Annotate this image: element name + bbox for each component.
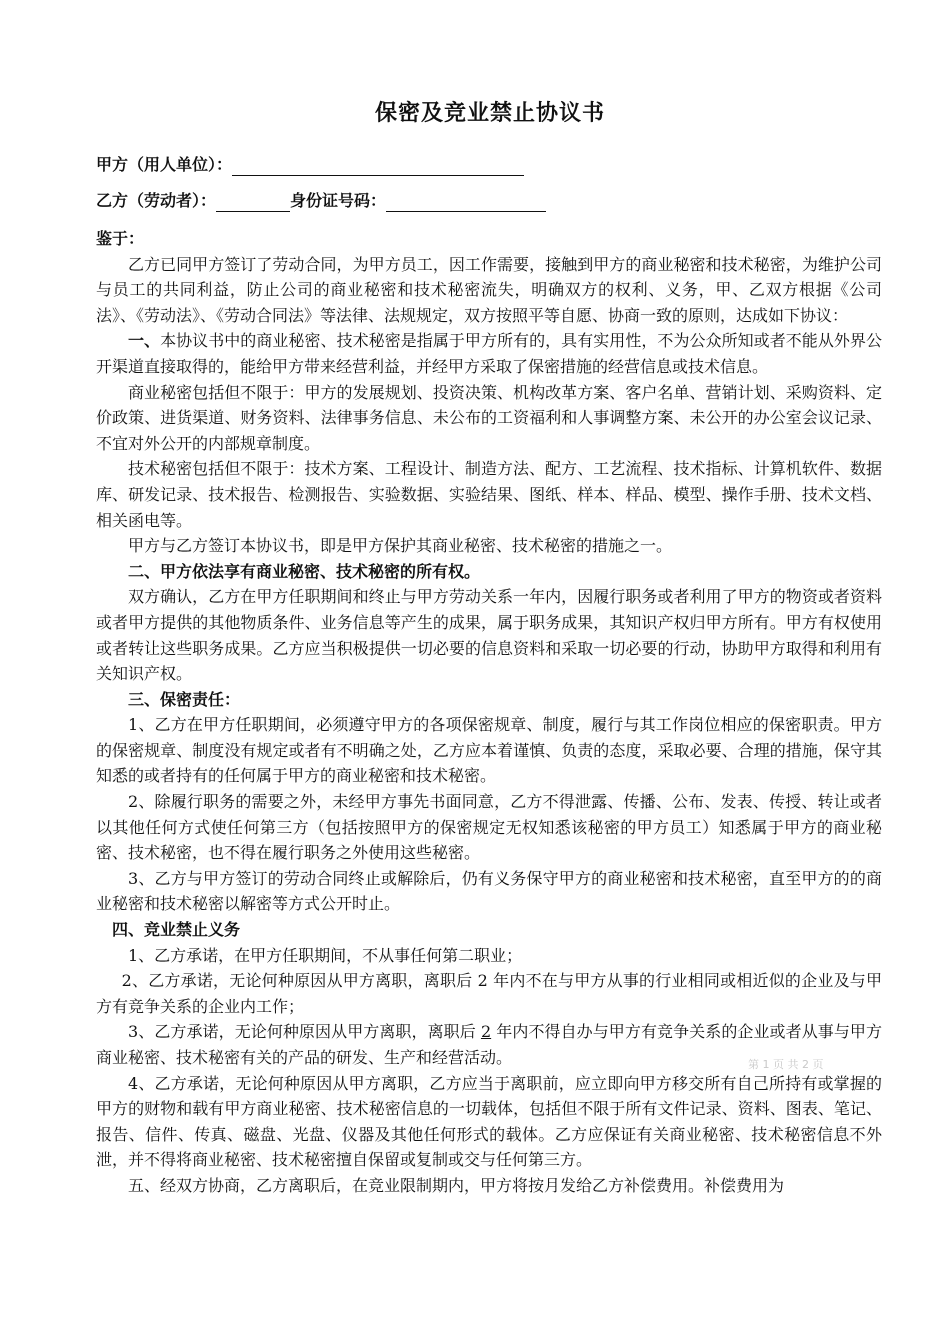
- party-a-label: 甲方（用人单位）：: [96, 155, 233, 174]
- paragraph-compensation: 五、经双方协商，乙方离职后，在竞业限制期内，甲方将按月发给乙方补偿费用。补偿费用为: [128, 1175, 785, 1195]
- noncompete-years: 2: [480, 1022, 492, 1042]
- paragraph-confidentiality-1: 1、乙方在甲方任职期间，必须遵守甲方的各项保密规章、制度，履行与其工作岗位相应的保密职责。甲方的保密规章、制度没有规定或者有不明确之处，乙方应本着谨慎、负责的态度，采取必要、合理的措施，保守其知悉的或者持有的任何属于甲方的商业秘密和技术秘密。: [96, 715, 882, 786]
- paragraph-protection-measure: 甲方与乙方签订本协议书，即是甲方保护其商业秘密、技术秘密的措施之一。: [128, 536, 673, 556]
- whereas-heading: 鉴于：: [96, 229, 145, 248]
- section-3-heading: 三、保密责任：: [128, 689, 241, 709]
- paragraph-noncompete-2: 2、乙方承诺，无论何种原因从甲方离职，离职后 2 年内不在与甲方从事的行业相同或相近似的企业及与甲方有竞争关系的企业内工作；: [96, 971, 882, 1016]
- paragraph-technical-secrets: 技术秘密包括但不限于：技术方案、工程设计、制造方法、配方、工艺流程、技术指标、计算机软件、数据库、研发记录、技术报告、检测报告、实验数据、实验结果、图纸、样本、样品、模型、操作手册、技术文档、相关函电等。: [96, 459, 882, 530]
- paragraph-noncompete-1: 1、乙方承诺，在甲方任职期间，不从事任何第二职业；: [128, 945, 523, 965]
- paragraph-confidentiality-2: 2、除履行职务的需要之外，未经甲方事先书面同意，乙方不得泄露、传播、公布、发表、传授、转让或者以其他任何方式使任何第三方（包括按照甲方的保密规定无权知悉该秘密的甲方员工）知悉属于甲方的商业秘密、技术秘密，也不得在履行职务之外使用这些秘密。: [96, 792, 882, 863]
- id-number-label: 身份证号码：: [290, 191, 387, 210]
- agreement-body: [96, 226, 882, 1199]
- paragraph-business-secrets: 商业秘密包括但不限于：甲方的发展规划、投资决策、机构改革方案、客户名单、营销计划、采购资料、定价政策、进货渠道、财务资料、法律事务信息、未公布的工资福利和人事调整方案、未公开的办公室会议记录、不宜对外公开的内部规章制度。: [96, 382, 882, 453]
- party-b-blank[interactable]: [216, 193, 290, 212]
- party-a-line: [96, 154, 524, 176]
- section-1-body: 本协议书中的商业秘密、技术秘密是指属于甲方所有的，具有实用性，不为公众所知或者不能从外界公开渠道直接取得的，能给甲方带来经营利益，并经甲方采取了保密措施的经营信息或技术信息。: [96, 331, 882, 376]
- paragraph-ownership: 双方确认，乙方在甲方任职期间和终止与甲方劳动关系一年内，因履行职务或者利用了甲方的物资或者资料或者甲方提供的其他物质条件、业务信息等产生的成果，属于职务成果，其知识产权归甲方所有。甲方有权使用或者转让这些职务成果。乙方应当积极提供一切必要的信息资料和采取一切必要的行动，协助甲方取得和利用有关知识产权。: [96, 587, 882, 684]
- section-2-heading: 二、甲方依法享有商业秘密、技术秘密的所有权。: [128, 561, 481, 581]
- section-1: [96, 328, 882, 379]
- paragraph-noncompete-4: 4、乙方承诺，无论何种原因从甲方离职，乙方应当于离职前，应立即向甲方移交所有自己所持有或掌握的甲方的财物和载有甲方商业秘密、技术秘密信息的一切载体，包括但不限于所有文件记录、资料、图表、笔记、报告、信件、传真、磁盘、光盘、仪器及其他任何形式的载体。乙方应保证有关商业秘密、技术秘密信息不外泄，并不得将商业秘密、技术秘密擅自保留或复制或交与任何第三方。: [96, 1073, 882, 1170]
- party-a-blank[interactable]: [232, 157, 524, 176]
- party-b-line: [96, 190, 546, 212]
- paragraph-intro: 乙方已同甲方签订了劳动合同，为甲方员工，因工作需要，接触到甲方的商业秘密和技术秘密，为维护公司与员工的共同利益，防止公司的商业秘密和技术秘密流失，明确双方的权利、义务，甲、乙双方根据《公司法》、《劳动法》、《劳动合同法》等法律、法规规定，双方按照平等自愿、协商一致的原则，达成如下协议：: [96, 254, 882, 325]
- page-number-watermark: 第 1 页 共 2 页: [748, 1058, 824, 1071]
- noncompete-3-part-a: 3、乙方承诺，无论何种原因从甲方离职，离职后: [128, 1022, 481, 1042]
- document-title: 保密及竞业禁止协议书: [374, 101, 605, 126]
- id-number-blank[interactable]: [386, 193, 546, 212]
- section-4-heading: 四、竞业禁止义务: [112, 920, 241, 940]
- party-b-label: 乙方（劳动者）：: [96, 191, 217, 210]
- section-1-number: 一、: [128, 331, 161, 351]
- paragraph-confidentiality-3: 3、乙方与甲方签订的劳动合同终止或解除后，仍有义务保守甲方的商业秘密和技术秘密，直至甲方的的商业秘密和技术秘密以解密等方式公开时止。: [96, 868, 882, 914]
- noncompete-3-part-c: 年内不得自办与甲方有竞争关系的企业或者从事与甲方商业秘密、技术秘密有关的产品的研发、生产和经营活动。: [96, 1022, 882, 1067]
